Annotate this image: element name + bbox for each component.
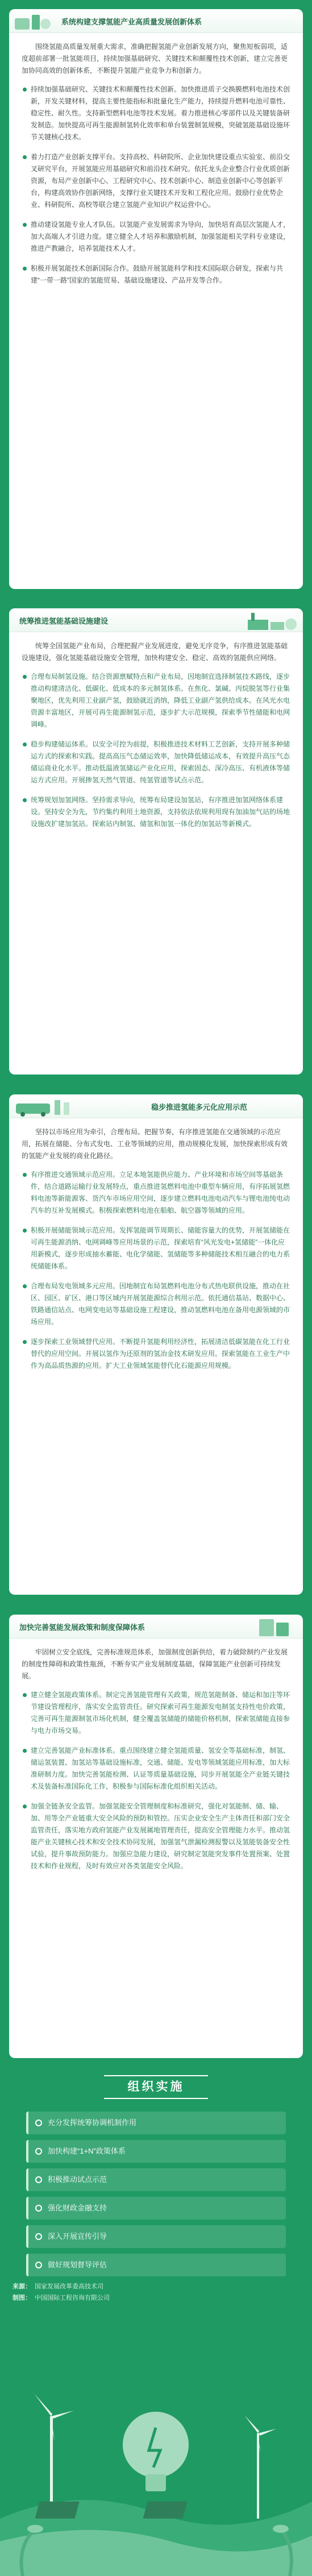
item-text: 稳步构建储运体系。以安全可控为前提，积极推进技术材料工艺创新，支持开展多种储运方式的探索和实践。提高高压气态储运效率，加快降低储运成本，有效提升高压气态储运商业化水平。推动低温液氢储运产业化应用，探索固态、深冷高压、有机液体等储运方式应用。开展掺氢天然气管道、纯氢管道等试点示范。 [31, 740, 290, 784]
item-text: 积极开展储能领域示范应用。发挥氢能调节周期长、储能容量大的优势，开展氢储能在可再生能源消纳、电网调峰等应用场景的示范，探索培育“风光发电+氢储能”一体化应用新模式，逐步形成抽水蓄能、电化学储能、氢储能等多种储能技术相互融合的电力系统储能体系。 [31, 1226, 290, 1270]
org-item [26, 2140, 286, 2163]
vehicle-illustration-icon [14, 1097, 82, 1117]
item-text: 统筹规划加氢网络。坚持需求导向，统筹布局建设加氢站，有序推进加氢网络体系建设。坚持安全为先，节约集约利用土地资源，支持依法依规利用现有加油加气站的场地设施改扩建加氢站。探索站内制氢、储氢和加氢一体化的加氢站等新模式。 [31, 796, 290, 828]
item-text: 有序推进交通领域示范应用。立足本地氢能供应能力、产业环境和市场空间等基础条件，结合道路运输行业发展特点，重点推进氢燃料电池中重型车辆应用，有序拓展氢燃料电池等新能源客、货汽车市场应用空间，逐步建立燃料电池电动汽车与锂电池纯电动汽车的互补发展模式。积极探索燃料电池在船舶、航空器等领域的应用。 [31, 1171, 290, 1214]
bullet-icon [23, 1693, 27, 1697]
section-body [9, 1118, 303, 1388]
item-text: 持续加强基础研究、关键技术和颠覆性技术创新。加快推进质子交换膜燃料电池技术创新，开发关键材料，提高主要性能指标和批量化生产能力，持续提升燃料电池可靠性、稳定性、耐久性。支持新型燃料电池等技术发展。着力推进核心零部件以及关键装备研发制造。加快提高可再生能源制氢转化效率和单台装置制氢规模，突破氢能基础设施环节关键核心技术。 [31, 85, 290, 141]
list-item [22, 1280, 290, 1328]
maker-line [13, 2292, 297, 2304]
section-body [9, 632, 303, 846]
source-label: 来源： [13, 2283, 31, 2290]
circle-icon [35, 2262, 42, 2268]
org-item-text: 深入开展宣传引导 [48, 2232, 107, 2241]
credits [13, 2281, 297, 2304]
section-title: 系统构建支撑氢能产业高质量发展创新体系 [61, 18, 202, 26]
maker-value: 中国国际工程咨询有限公司 [35, 2295, 110, 2301]
item-text: 积极开展氢能技术创新国际合作。鼓励开展氢能科学和技术国际联合研发，探索与共建“一带一路”国家的氢能贸易、基础设施建设、产品开发等合作。 [31, 264, 284, 284]
org-item [26, 2254, 286, 2276]
bullet-icon [23, 1749, 27, 1753]
list-item [22, 1689, 290, 1737]
bullet-icon [23, 675, 27, 679]
factory-illustration-icon [246, 611, 300, 631]
item-text: 合理布局制氢设施。结合资源禀赋特点和产业布局，因地制宜选择制氢技术路线，逐步推动构建清洁化、低碳化、低成本的多元制氢体系。在焦化、氯碱、丙烷脱氢等行业集聚地区，优先利用工业副产氢，鼓励就近消纳，降低工业副产氢供给成本。在风光水电资源丰富地区，开展可再生能源制氢示范，逐步扩大示范规模，探索季节性储能和电网调峰。 [31, 673, 290, 728]
org-item [26, 2225, 286, 2248]
bullet-icon [23, 88, 27, 92]
maker-label: 制图： [13, 2295, 31, 2301]
item-text: 建立完善氢能产业标准体系。重点围绕建立健全氢能质量、氢安全等基础标准，制氢、储运氢装置、加氢站等基础设施标准，交通、储能、发电等领域氢能应用标准，加大标准研制力度。加快完善氢能检测、认证等质量基础设施，同步开展氢能全产业链关键技术及装备标准国际化工作，积极参与国际标准化组织相关活动。 [31, 1747, 290, 1790]
list-item [22, 219, 290, 255]
section-lead: 围绕氢能高质量发展重大需求，准确把握氢能产业创新发展方向，聚焦短板弱项，适度超前部署一批氢能项目，持续加强基础研究、关键技术和颠覆性技术创新，建立完善更加协同高效的创新体系，不断提升氢能产业竞争力和创新力。 [22, 43, 288, 74]
section-lead: 坚持以市场应用为牵引，合理布局、把握节奏，有序推进氢能在交通领域的示范应用，拓展在储能、分布式发电、工业等领域的应用，推动规模化发展，加快探索形成有效的氢能产业发展的商业化路径。 [22, 1128, 288, 1160]
green-energy-illustration [0, 2331, 312, 2576]
section-lead: 统筹全国氢能产业布局，合理把握产业发展进度，避免无序竞争，有序推进氢能基础设施建设，强化氢能基础设施安全管理，加快构建安全、稳定、高效的氢能供应网络。 [22, 642, 288, 662]
item-text: 加强全链条安全监管。加强氢能安全管理制度和标准研究，强化对氢能制、储、输、加、用等全产业链重大安全风险的预防和管控。压实企业安全生产主体责任和部门安全监管责任，落实地方政府氢能产业发展属地管理责任，提高安全管理能力水平。推动氢能产业关键核心技术和安全技术协同发展，加强氢气泄漏检测报警以及氢能装备安全性试验，提升事故预防能力。加强应急能力建设，研究制定氢能突发事件处置预案、处置技术和作业规程，及时有效应对各类氢能安全风险。 [31, 1802, 290, 1870]
org-list [26, 2112, 286, 2282]
bullet-icon [23, 1284, 27, 1288]
circle-icon [35, 2119, 42, 2126]
bullet-icon [23, 1173, 27, 1177]
list-item [22, 1169, 290, 1217]
org-item-text: 积极推动试点示范 [48, 2175, 107, 2184]
bullet-icon [23, 798, 27, 802]
section-infrastructure-card [9, 608, 303, 1075]
list-item [22, 1801, 290, 1872]
list-item [22, 1745, 290, 1793]
org-item-text: 强化财政金融支持 [48, 2204, 107, 2212]
bullet-icon [23, 223, 27, 227]
bullet-icon [23, 1340, 27, 1344]
org-item-text: 加快构建“1+N”政策体系 [48, 2147, 126, 2155]
source-value: 国家发展改革委高技术司 [35, 2283, 103, 2290]
circle-icon [35, 2176, 42, 2183]
org-item [26, 2112, 286, 2134]
section-body [9, 1638, 303, 1888]
org-item [26, 2168, 286, 2191]
section-header [9, 1615, 303, 1638]
org-title: 组织实施 [104, 2075, 208, 2099]
section-body [9, 33, 303, 302]
list-item [22, 1336, 290, 1372]
list-item [22, 1225, 290, 1272]
item-text: 逐步探索工业领域替代应用。不断提升氢能利用经济性，拓展清洁低碳氢能在化工行业替代的应用空间。开展以氢作为还原剂的氢冶金技术研发应用。探索氢能在工业生产中作为高品质热源的应用。扩大工业领域氢能替代化石能源应用规模。 [31, 1338, 290, 1370]
source-line [13, 2281, 297, 2292]
document-illustration-icon [248, 1617, 299, 1637]
lab-illustration-icon [13, 11, 52, 32]
bullet-icon [23, 267, 27, 271]
list-item [22, 151, 290, 211]
section-title: 统筹推进氢能基础设施建设 [19, 617, 109, 625]
item-text: 合理布局发电领域多元应用。因地制宜布局氢燃料电池分布式热电联供设施，推动在社区、园区、矿区、港口等区域内开展氢能源综合利用示范。依托通信基站、数据中心、铁路通信站点、电网变电站等基础设施工程建设，推动氢燃料电池在备用电源领域的市场应用。 [31, 1282, 290, 1326]
section-header [9, 1094, 303, 1118]
section-header [9, 608, 303, 632]
item-text: 着力打造产业创新支撑平台。支持高校、科研院所、企业加快建设重点实验室、前沿交叉研究平台，开展氢能应用基础研究和前沿技术研究。依托龙头企业整合行业优质创新资源，布局产业创新中心、工程研究中心、技术创新中心、制造业创新中心等创新平台，构建高效协作创新网络，支撑行业关键技术开发和工程化应用。鼓励行业优势企业、科研院所、高校等联合建立氢能产业知识产权运营中心。 [31, 153, 290, 209]
item-text: 建立健全氢能政策体系。制定完善氢能管理有关政策，规范氢能制备、储运和加注等环节建设管理程序，落实安全监管责任。研究探索可再生能源发电制氢支持性电价政策，完善可再生能源制氢市场化机制，健全覆盖氢储能的储能价格机制，探索氢储能直接参与电力市场交易。 [31, 1691, 290, 1735]
list-item [22, 263, 290, 287]
bullet-icon [23, 1805, 27, 1808]
circle-icon [35, 2148, 42, 2155]
list-item [22, 739, 290, 786]
section-innovation-card [9, 9, 303, 589]
section-title: 稳步推进氢能多元化应用示范 [151, 1103, 248, 1111]
section-lead: 牢固树立安全底线，完善标准规范体系，加强制度创新供给，着力破除制约产业发展的制度性障碍和政策性瓶颈，不断夯实产业发展制度基础，保障氢能产业创新可持续发展。 [22, 1648, 288, 1680]
section-title: 加快完善氢能发展政策和制度保障体系 [19, 1623, 145, 1632]
section-application-card [9, 1094, 303, 1595]
bullet-icon [23, 155, 27, 159]
list-item [22, 794, 290, 830]
org-item-text: 做好规划督导评估 [48, 2260, 107, 2269]
list-item [22, 84, 290, 143]
bullet-icon [23, 1229, 27, 1233]
list-item [22, 671, 290, 731]
bullet-icon [23, 742, 27, 746]
org-item [26, 2197, 286, 2220]
organization-section [0, 2075, 312, 2269]
circle-icon [35, 2205, 42, 2212]
circle-icon [35, 2233, 42, 2240]
item-text: 推动建设氢能专业人才队伍。以氢能产业发展需求为导向，加快培育高层次氢能人才，加大高端人才引进力度。建立健全人才培养和激励机制，加强氢能相关学科专业建设，推进产教融合，培养氢能技术人才。 [31, 221, 290, 252]
section-header [9, 9, 303, 33]
section-policy-card [9, 1615, 303, 2058]
org-item-text: 充分发挥统筹协调机制作用 [48, 2118, 137, 2127]
